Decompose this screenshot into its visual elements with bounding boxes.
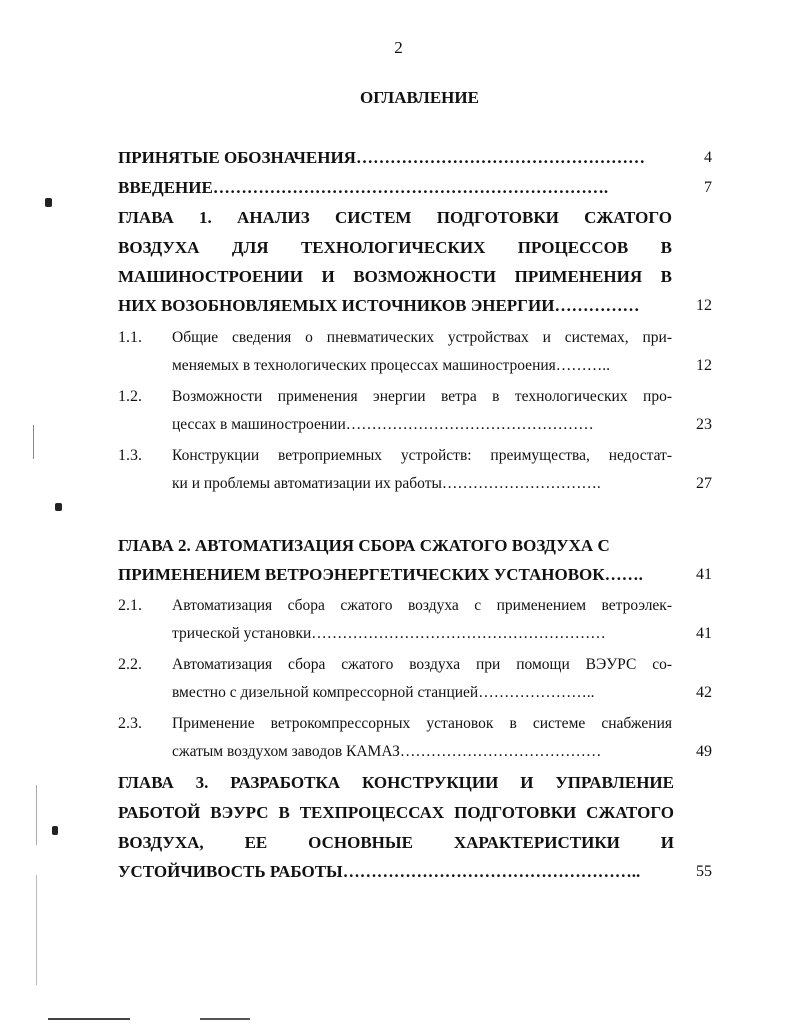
toc-page: 7 — [704, 179, 712, 196]
toc-page: 41 — [696, 566, 712, 583]
section-1-2-line: цессах в машиностроении………………………………………… — [172, 416, 594, 433]
section-number: 1.3. — [118, 447, 142, 464]
toc-entry-intro: ВВЕДЕНИЕ……………………………………………………………. — [118, 178, 609, 197]
toc-page: 23 — [696, 416, 712, 433]
toc-page: 42 — [696, 684, 712, 701]
section-2-3-line: сжатым воздухом заводов КАМАЗ………………………………… — [172, 743, 602, 760]
section-1-1-line: меняемых в технологических процессах машиностроения……….. — [172, 357, 611, 374]
page-title: ОГЛАВЛЕНИЕ — [360, 88, 479, 107]
section-2-2-line: вместно с дизельной компрессорной станцией………………….. — [172, 684, 595, 701]
section-number: 1.2. — [118, 388, 142, 405]
toc-entry-notation: ПРИНЯТЫЕ ОБОЗНАЧЕНИЯ…………………………………………… — [118, 148, 645, 167]
scan-line — [36, 785, 37, 845]
section-1-3-line: ки и проблемы автоматизации их работы…………………………. — [172, 475, 601, 492]
section-2-1-line: Автоматизация сбора сжатого воздуха с применением ветроэлек- — [172, 597, 672, 614]
chapter-2-title-line: ГЛАВА 2. АВТОМАТИЗАЦИЯ СБОРА СЖАТОГО ВОЗДУХА С — [118, 536, 610, 555]
toc-page: 55 — [696, 863, 712, 880]
chapter-3-title-line: ГЛАВА 3. РАЗРАБОТКА КОНСТРУКЦИИ И УПРАВЛЕНИЕ — [118, 773, 674, 792]
toc-page: 12 — [696, 297, 712, 314]
toc-page: 49 — [696, 743, 712, 760]
section-number: 1.1. — [118, 329, 142, 346]
scan-mark-icon — [55, 503, 62, 511]
section-2-2-line: Автоматизация сбора сжатого воздуха при помощи ВЭУРС со- — [172, 656, 672, 673]
section-1-3-line: Конструкции ветроприемных устройств: преимущества, недостат- — [172, 447, 672, 464]
scan-mark-icon — [52, 826, 58, 835]
section-2-3-line: Применение ветрокомпрессорных установок в системе снабжения — [172, 715, 672, 732]
chapter-3-title-line: РАБОТОЙ ВЭУРС В ТЕХПРОЦЕССАХ ПОДГОТОВКИ СЖАТОГО — [118, 803, 674, 822]
chapter-1-title-line: НИХ ВОЗОБНОВЛЯЕМЫХ ИСТОЧНИКОВ ЭНЕРГИИ…………… — [118, 296, 640, 315]
toc-page: 27 — [696, 475, 712, 492]
toc-page: 12 — [696, 357, 712, 374]
section-number: 2.2. — [118, 656, 142, 673]
section-1-2-line: Возможности применения энергии ветра в технологических про- — [172, 388, 672, 405]
section-number: 2.3. — [118, 715, 142, 732]
section-2-1-line: трической установки………………………………………………… — [172, 625, 606, 642]
scan-line — [36, 875, 37, 985]
scan-mark-icon — [45, 198, 52, 207]
chapter-3-title-line: ВОЗДУХА, ЕЕ ОСНОВНЫЕ ХАРАКТЕРИСТИКИ И — [118, 833, 674, 852]
scan-line — [48, 1018, 130, 1020]
chapter-1-title-line: ВОЗДУХА ДЛЯ ТЕХНОЛОГИЧЕСКИХ ПРОЦЕССОВ В — [118, 238, 672, 257]
scan-line — [33, 425, 34, 459]
chapter-1-title-line: ГЛАВА 1. АНАЛИЗ СИСТЕМ ПОДГОТОВКИ СЖАТОГО — [118, 208, 672, 227]
chapter-1-title-line: МАШИНОСТРОЕНИИ И ВОЗМОЖНОСТИ ПРИМЕНЕНИЯ В — [118, 267, 672, 286]
chapter-2-title-line: ПРИМЕНЕНИЕМ ВЕТРОЭНЕРГЕТИЧЕСКИХ УСТАНОВОК……. — [118, 565, 643, 584]
page-number: 2 — [394, 38, 403, 57]
scan-line — [200, 1018, 250, 1020]
chapter-3-title-line: УСТОЙЧИВОСТЬ РАБОТЫ…………………………………………….. — [118, 862, 641, 881]
toc-page: 41 — [696, 625, 712, 642]
toc-page: 4 — [704, 149, 712, 166]
section-1-1-line: Общие сведения о пневматических устройствах и системах, при- — [172, 329, 672, 346]
section-number: 2.1. — [118, 597, 142, 614]
